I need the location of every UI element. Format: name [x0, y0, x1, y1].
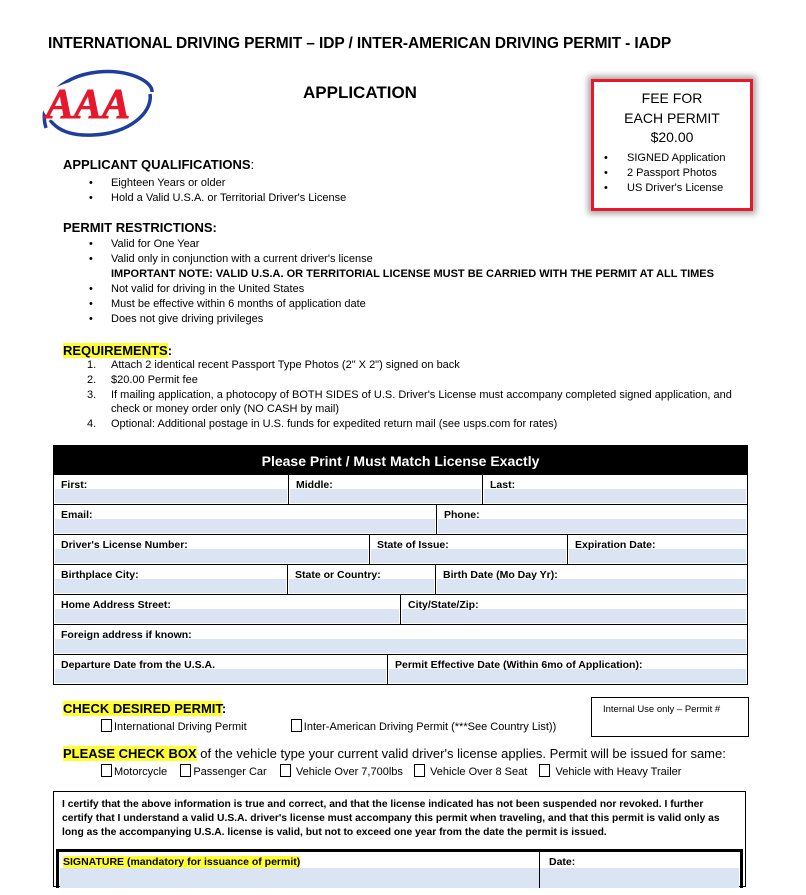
vehicle-option-label: Motorcycle	[114, 766, 168, 778]
application-form	[53, 445, 748, 685]
important-note: IMPORTANT NOTE: VALID U.S.A. OR TERRITORIAL LICENSE MUST BE CARRIED WITH THE PERMIT AT ALL TIMES	[111, 268, 714, 280]
fee-box	[591, 79, 753, 211]
city-state-zip-field[interactable]: City/State/Zip:	[401, 595, 747, 624]
date-label: Date:	[549, 856, 576, 868]
qualifications-list	[63, 176, 346, 206]
restrictions-heading: PERMIT RESTRICTIONS:	[63, 220, 217, 235]
form-row-contact	[53, 505, 748, 535]
certification-text: I certify that the above information is true and correct, and that the license indicated has not been suspended nor revoked. I further certify that I understand a valid U.S.A. driver's license must accompany this permit when traveling, and that this permit is valid only as long as the accompanying U.S.A. license is valid, but not to exceed one year from the date the permit is issued.	[62, 799, 720, 838]
list-item: • Not valid for driving in the United States	[63, 282, 714, 297]
qualifications-heading: APPLICANT QUALIFICATIONS:	[63, 157, 255, 172]
inter-american-permit-checkbox[interactable]	[291, 719, 302, 732]
vehicle-instructions: PLEASE CHECK BOX of the vehicle type your current valid driver's license applies. Permit will be issued for same:	[63, 746, 726, 761]
passenger-car-checkbox[interactable]	[180, 764, 191, 777]
fee-item: • SIGNED Application	[594, 151, 750, 166]
departure-date-field[interactable]: Departure Date from the U.S.A.	[54, 655, 387, 684]
list-item: 2. $20.00 Permit fee	[87, 373, 198, 386]
international-permit-checkbox[interactable]	[101, 719, 112, 732]
fee-item: • 2 Passport Photos	[594, 166, 750, 181]
requirements-heading: REQUIREMENTS:	[63, 343, 173, 358]
birthplace-city-field[interactable]: Birthplace City:	[54, 565, 287, 594]
motorcycle-checkbox[interactable]	[101, 764, 112, 777]
vehicle-options	[101, 764, 681, 778]
permit-options	[101, 719, 556, 733]
home-address-field[interactable]: Home Address Street:	[54, 595, 400, 624]
state-or-country-field[interactable]: State or Country:	[288, 565, 435, 594]
phone-field[interactable]: Phone:	[437, 505, 747, 534]
fee-items	[594, 151, 750, 196]
vehicle-option-label: Vehicle Over 8 Seat	[430, 766, 528, 778]
form-row-name	[53, 475, 748, 505]
list-item: 1. Attach 2 identical recent Passport Type Photos (2" X 2") signed on back	[87, 359, 460, 371]
permit-effective-date-field[interactable]: Permit Effective Date (Within 6mo of Application):	[388, 655, 747, 684]
fee-line1: FEE FOR	[641, 90, 703, 106]
form-row-foreign	[53, 625, 748, 655]
application-title: APPLICATION	[303, 83, 417, 102]
fee-item: • US Driver's License	[594, 181, 750, 196]
form-row-address	[53, 595, 748, 625]
permit-heading: CHECK DESIRED PERMIT:	[63, 701, 227, 716]
first-name-field[interactable]: First:	[54, 475, 288, 504]
vehicle-heavy-trailer-checkbox[interactable]	[539, 764, 550, 777]
vehicle-option-label: Vehicle Over 7,700lbs	[295, 766, 403, 778]
last-name-field[interactable]: Last:	[483, 475, 747, 504]
list-item: • Valid only in conjunction with a current driver's license	[63, 252, 714, 267]
inter-american-permit-label: Inter-American Driving Permit (***See Country List))	[303, 721, 557, 733]
list-item: • Does not give driving privileges	[63, 312, 714, 327]
list-item: 4. Optional: Additional postage in U.S. funds for expedited return mail (see usps.com for rates)	[87, 418, 558, 431]
list-item: 3. If mailing application, a photocopy of BOTH SIDES of U.S. Driver's License must accompany completed signed application, and check or money order only (NO CASH by mail)	[87, 388, 732, 416]
document-title: INTERNATIONAL DRIVING PERMIT – IDP / INTER-AMERICAN DRIVING PERMIT - IADP	[48, 35, 672, 52]
internal-use-box	[591, 697, 749, 737]
middle-name-field[interactable]: Middle:	[289, 475, 482, 504]
internal-use-label: Internal Use only – Permit #	[603, 704, 721, 715]
signature-label: SIGNATURE (mandatory for issuance of permit)	[63, 856, 301, 868]
list-item: • Valid for One Year	[63, 237, 714, 252]
form-row-birth	[53, 565, 748, 595]
restrictions-list	[63, 237, 714, 327]
list-item: • Must be effective within 6 months of application date	[63, 297, 714, 312]
fee-line2: EACH PERMIT	[624, 109, 720, 126]
expiration-date-field[interactable]: Expiration Date:	[568, 535, 747, 564]
certification-box	[53, 791, 746, 887]
requirements-list	[63, 358, 743, 432]
license-number-field[interactable]: Driver's License Number:	[54, 535, 369, 564]
aaa-logo-text: AAA	[45, 82, 131, 128]
international-permit-label: International Driving Permit	[114, 721, 247, 733]
list-item: • Hold a Valid U.S.A. or Territorial Driver's License	[63, 191, 346, 206]
aaa-logo	[38, 68, 156, 138]
state-of-issue-field[interactable]: State of Issue:	[370, 535, 567, 564]
birth-date-field[interactable]: Birth Date (Mo Day Yr):	[436, 565, 747, 594]
form-header: Please Print / Must Match License Exactly	[53, 445, 748, 475]
form-row-license	[53, 535, 748, 565]
vehicle-option-label: Vehicle with Heavy Trailer	[555, 766, 682, 778]
vehicle-over-7700lbs-checkbox[interactable]	[280, 764, 291, 777]
form-row-dates	[53, 655, 748, 685]
foreign-address-field[interactable]: Foreign address if known:	[54, 625, 747, 654]
signature-row	[56, 849, 743, 888]
email-field[interactable]: Email:	[54, 505, 436, 534]
vehicle-over-8-seat-checkbox[interactable]	[414, 764, 425, 777]
fee-amount: $20.00	[650, 129, 694, 145]
list-item: • Eighteen Years or older	[63, 176, 346, 191]
signature-field[interactable]	[60, 868, 739, 888]
vehicle-option-label: Passenger Car	[193, 766, 267, 778]
